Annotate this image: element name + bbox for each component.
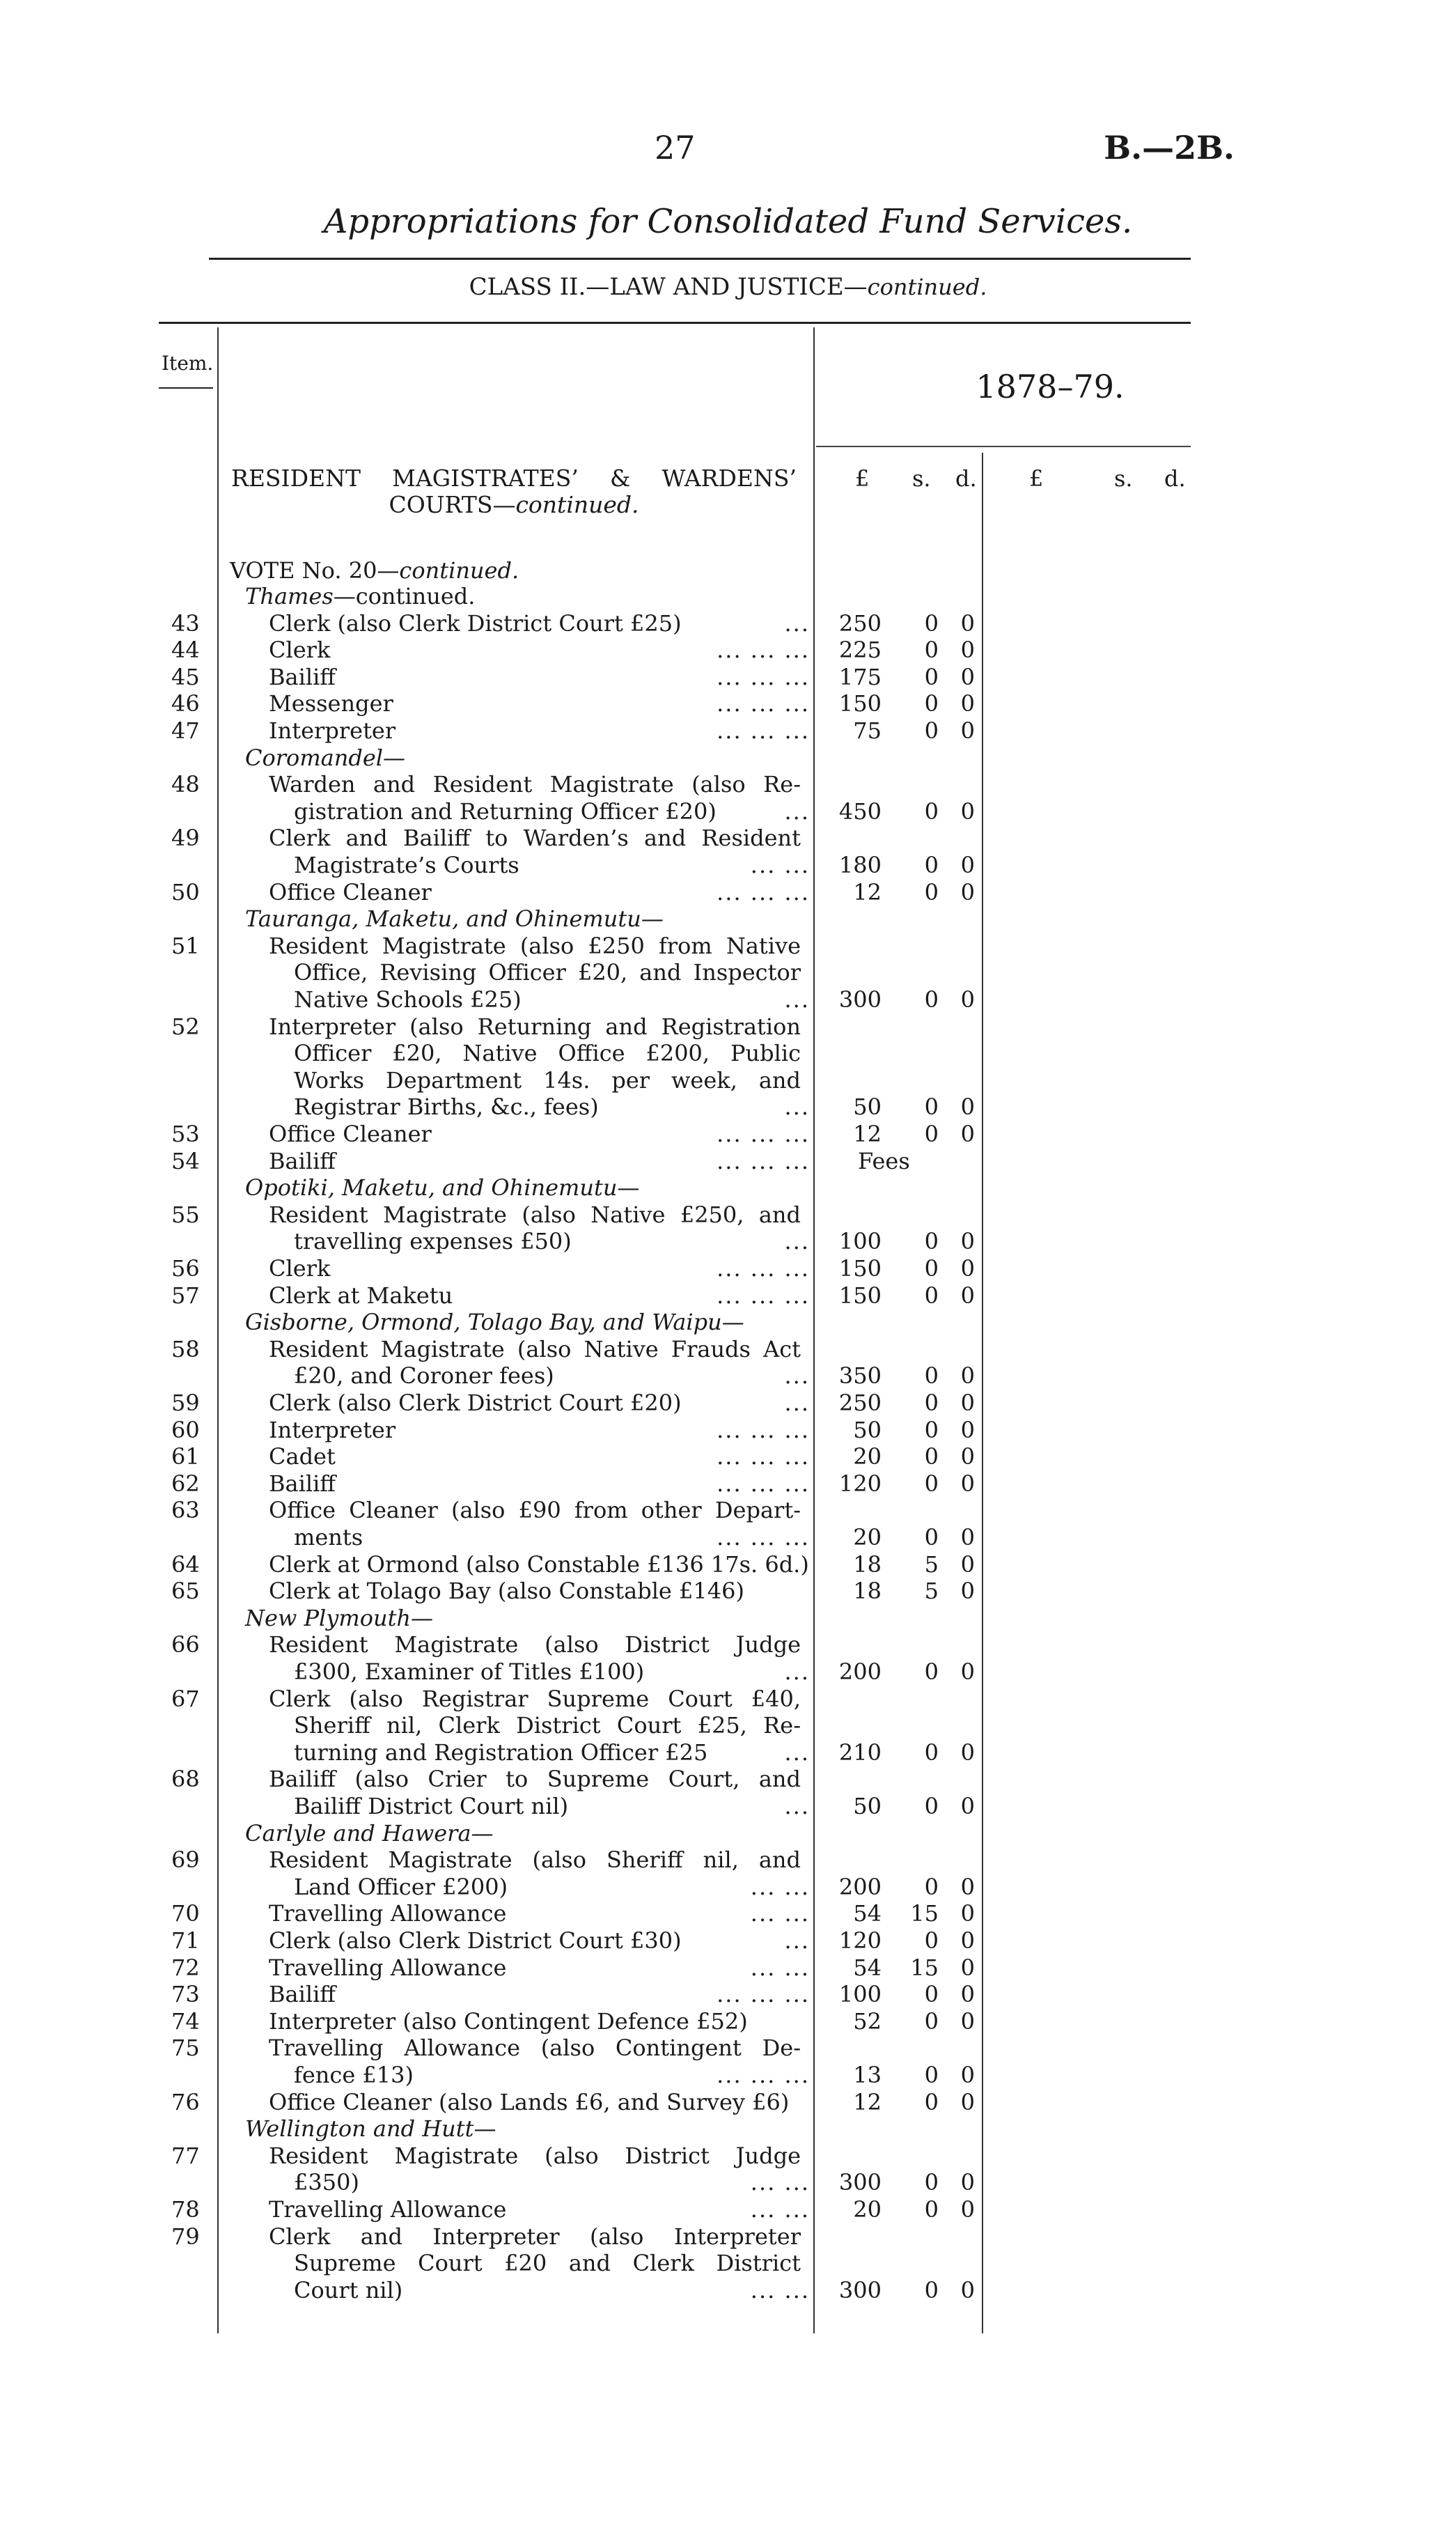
shilling-header-1: s. — [912, 465, 931, 492]
amount-pence: 0 — [960, 852, 975, 878]
item-description: Travelling Allowance — [269, 1900, 507, 1927]
amount-column-rule — [813, 327, 815, 2333]
amount-pence: 0 — [960, 1282, 975, 1309]
amount-pence: 0 — [960, 1470, 975, 1497]
amount-pence: 0 — [960, 878, 975, 905]
amount-shillings: 0 — [924, 1739, 939, 1766]
item-description: travelling expenses £50) — [294, 1228, 572, 1255]
item-number: 68 — [171, 1766, 200, 1793]
item-number: 43 — [171, 609, 200, 637]
item-number: 63 — [171, 1497, 200, 1524]
amount-shillings: 0 — [924, 1416, 939, 1443]
item-description: Resident Magistrate (also Native Frauds Act — [269, 1335, 801, 1362]
dot-leader: ... ... — [750, 2196, 810, 2223]
item-number: 48 — [171, 771, 200, 798]
dot-leader: ... ... ... — [717, 1524, 810, 1550]
item-number: 65 — [171, 1578, 200, 1605]
amount-shillings: 0 — [924, 1524, 939, 1550]
amount-pounds: 50 — [853, 1094, 882, 1121]
item-description: Bailiff — [269, 1147, 336, 1174]
item-description: Office, Revising Officer £20, and Inspector — [294, 959, 801, 986]
amount-shillings: 0 — [924, 1094, 939, 1121]
amount-pence: 0 — [960, 1524, 975, 1550]
item-description: gistration and Returning Officer £20) — [294, 798, 717, 825]
dot-leader: ... — [784, 1228, 810, 1255]
dot-leader: ... ... — [750, 1900, 810, 1927]
item-description: Travelling Allowance — [269, 1954, 507, 1981]
amount-pounds: 54 — [853, 1954, 882, 1981]
item-number: 52 — [171, 1013, 200, 1040]
amount-shillings: 15 — [910, 1954, 939, 1981]
amount-shillings: 0 — [924, 690, 939, 717]
dot-leader: ... ... ... — [717, 717, 810, 744]
amount-pence: 0 — [960, 1228, 975, 1255]
dot-leader: ... ... ... — [717, 1255, 810, 1282]
amount-pounds: 18 — [853, 1550, 882, 1578]
item-number: 69 — [171, 1847, 200, 1874]
pound-header-1: £ — [855, 465, 870, 492]
item-description: Clerk (also Clerk District Court £25) — [269, 609, 682, 637]
top-rule — [209, 258, 1191, 260]
district-name: Opotiki, Maketu, and Ohinemutu— — [245, 1174, 640, 1202]
amount-shillings: 0 — [924, 1228, 939, 1255]
amount-pence: 0 — [960, 2062, 975, 2088]
page-number: 27 — [655, 129, 696, 166]
item-description: Office Cleaner (also £90 from other Depart- — [269, 1497, 801, 1524]
item-description: turning and Registration Officer £25 — [294, 1739, 708, 1766]
item-number: 58 — [171, 1335, 200, 1362]
item-number: 64 — [171, 1550, 200, 1578]
amount-pounds: 18 — [853, 1578, 882, 1605]
amount-pounds: 300 — [838, 986, 882, 1013]
amount-pence: 0 — [960, 1578, 975, 1605]
item-number: 78 — [171, 2196, 200, 2223]
amount-pence: 0 — [960, 1362, 975, 1390]
item-number: 47 — [171, 717, 200, 744]
amount-pence: 0 — [960, 2088, 975, 2115]
district-name: Thames—continued. — [245, 583, 476, 609]
shilling-header-2: s. — [1114, 465, 1133, 492]
amount-pounds: 100 — [838, 1981, 882, 2008]
item-number: 51 — [171, 932, 200, 959]
pound-header-2: £ — [1029, 465, 1044, 492]
amount-shillings: 0 — [924, 1282, 939, 1309]
item-description: Court nil) — [294, 2276, 403, 2303]
item-description: Messenger — [269, 690, 393, 717]
dot-leader: ... ... ... — [717, 1981, 810, 2008]
item-description: fence £13) — [294, 2062, 414, 2088]
item-column-header: Item. — [162, 352, 214, 375]
page-title: Appropriations for Consolidated Fund Services. — [323, 202, 1133, 241]
vote-label: VOTE No. 20— — [230, 557, 400, 584]
amount-shillings: 0 — [924, 1443, 939, 1470]
amount-shillings: 0 — [924, 1981, 939, 2008]
amount-pounds: 12 — [853, 1121, 882, 1147]
section-heading-courts: COURTS— — [389, 491, 516, 518]
item-description: Interpreter — [269, 1416, 396, 1443]
item-number: 77 — [171, 2142, 200, 2169]
vote-continued: continued. — [399, 557, 519, 584]
amount-pounds: 350 — [838, 1362, 882, 1390]
dot-leader: ... ... ... — [717, 663, 810, 690]
item-number: 53 — [171, 1121, 200, 1147]
item-description: Interpreter (also Returning and Registration — [269, 1013, 801, 1040]
item-number: 74 — [171, 2007, 200, 2035]
document-reference: B.—2B. — [1104, 129, 1235, 166]
amount-pence: 0 — [960, 1658, 975, 1685]
amount-shillings: 0 — [924, 1390, 939, 1416]
amount-pence: 0 — [960, 1793, 975, 1819]
amount-pence: 0 — [960, 1255, 975, 1282]
item-description: Resident Magistrate (also District Judge — [269, 1631, 801, 1658]
amount-pounds: 20 — [853, 2196, 882, 2223]
item-header-underline — [159, 387, 213, 389]
amount-shillings: 5 — [924, 1578, 939, 1605]
amount-pence: 0 — [960, 2169, 975, 2196]
item-number: 50 — [171, 878, 200, 905]
amount-pounds: 180 — [838, 852, 882, 878]
section-heading-line2 — [231, 492, 797, 518]
dot-leader: ... — [784, 1094, 810, 1121]
amount-shillings: 0 — [924, 798, 939, 825]
vote-heading — [230, 557, 519, 584]
section-heading — [231, 465, 797, 518]
dot-leader: ... ... ... — [717, 2062, 810, 2088]
item-description: Clerk — [269, 1255, 331, 1282]
item-description: Interpreter — [269, 717, 396, 744]
district-continued: continued. — [355, 583, 476, 609]
dot-leader: ... — [784, 1793, 810, 1819]
item-description: Clerk at Ormond (also Constable £136 17s. 6d.) — [269, 1550, 809, 1578]
amount-pence: 0 — [960, 1443, 975, 1470]
item-description: Travelling Allowance (also Contingent De- — [269, 2035, 801, 2062]
item-description: Resident Magistrate (also Sheriff nil, and — [269, 1847, 801, 1874]
item-number: 59 — [171, 1390, 200, 1416]
amount-pounds: 50 — [853, 1416, 882, 1443]
item-description: Clerk — [269, 637, 331, 664]
amount-pence: 0 — [960, 1900, 975, 1927]
dot-leader: ... ... ... — [717, 1416, 810, 1443]
item-description: Bailiff (also Crier to Supreme Court, and — [269, 1766, 801, 1793]
item-description: Bailiff — [269, 1981, 336, 2008]
dot-leader: ... — [784, 798, 810, 825]
amount-pounds: 175 — [838, 663, 882, 690]
amount-pounds: 12 — [853, 878, 882, 905]
amount-shillings: 0 — [924, 1793, 939, 1819]
amount-pounds: 150 — [838, 1282, 882, 1309]
amount-pounds: 300 — [838, 2276, 882, 2303]
item-number: 44 — [171, 637, 200, 664]
item-description: Office Cleaner — [269, 878, 432, 905]
amount-pence: 0 — [960, 663, 975, 690]
amount-shillings: 0 — [924, 2062, 939, 2088]
item-description: Works Department 14s. per week, and — [294, 1066, 801, 1094]
item-description: Clerk and Interpreter (also Interpreter — [269, 2223, 801, 2250]
dot-leader: ... — [784, 1658, 810, 1685]
item-description: Bailiff — [269, 1470, 336, 1497]
amount-pence: 0 — [960, 1927, 975, 1954]
amount-pence: 0 — [960, 717, 975, 744]
item-description: Resident Magistrate (also Native £250, and — [269, 1201, 801, 1228]
amount-pounds: 150 — [838, 690, 882, 717]
amount-pence: 0 — [960, 986, 975, 1013]
amount-pounds: 20 — [853, 1443, 882, 1470]
item-description: Native Schools £25) — [294, 986, 522, 1013]
class-heading — [0, 273, 1456, 301]
item-description: Office Cleaner — [269, 1121, 432, 1147]
item-description: Officer £20, Native Office £200, Public — [294, 1040, 801, 1067]
item-number: 45 — [171, 663, 200, 690]
item-description: Land Officer £200) — [294, 1873, 508, 1900]
class-heading-text: CLASS II.—LAW AND JUSTICE— — [469, 273, 868, 301]
dot-leader: ... — [784, 1362, 810, 1390]
item-number: 71 — [171, 1927, 200, 1954]
amount-shillings: 0 — [924, 1470, 939, 1497]
item-description: Clerk at Maketu — [269, 1282, 453, 1309]
section-heading-line1: RESIDENT MAGISTRATES’ & WARDENS’ — [231, 465, 797, 492]
item-description: £350) — [294, 2169, 359, 2196]
amount-pence: 0 — [960, 798, 975, 825]
item-number: 62 — [171, 1470, 200, 1497]
item-number: 56 — [171, 1255, 200, 1282]
amount-shillings: 0 — [924, 1362, 939, 1390]
dot-leader: ... ... — [750, 852, 810, 878]
amount-pence: 0 — [960, 1416, 975, 1443]
amount-pence: 0 — [960, 637, 975, 664]
amount-pounds: 150 — [838, 1255, 882, 1282]
amount-pence: 0 — [960, 1121, 975, 1147]
item-description: Resident Magistrate (also £250 from Native — [269, 932, 801, 959]
amount-pounds: 200 — [838, 1658, 882, 1685]
item-number: 70 — [171, 1900, 200, 1927]
district-name: Coromandel— — [245, 744, 405, 771]
item-number: 46 — [171, 690, 200, 717]
item-number: 61 — [171, 1443, 200, 1470]
dot-leader: ... ... — [750, 2276, 810, 2303]
item-description: Cadet — [269, 1443, 336, 1470]
item-number: 66 — [171, 1631, 200, 1658]
amount-pounds: 300 — [838, 2169, 882, 2196]
dot-leader: ... ... ... — [717, 690, 810, 717]
amount-pounds: 100 — [838, 1228, 882, 1255]
item-number: 72 — [171, 1954, 200, 1981]
item-number: 73 — [171, 1981, 200, 2008]
amount-pounds: 250 — [838, 609, 882, 637]
item-description: £300, Examiner of Titles £100) — [294, 1658, 645, 1685]
item-number: 55 — [171, 1201, 200, 1228]
item-number: 49 — [171, 825, 200, 852]
amount-pence: 0 — [960, 1954, 975, 1981]
item-description: Clerk (also Clerk District Court £30) — [269, 1927, 682, 1954]
amount-pence: 0 — [960, 1739, 975, 1766]
amount-pence: 0 — [960, 1094, 975, 1121]
item-number: 67 — [171, 1685, 200, 1712]
header-rule — [159, 322, 1191, 324]
item-description: Resident Magistrate (also District Judge — [269, 2142, 801, 2169]
amount-shillings: 0 — [924, 663, 939, 690]
item-description: Clerk (also Registrar Supreme Court £40, — [269, 1685, 801, 1712]
amount-pounds: 210 — [838, 1739, 882, 1766]
item-number: 76 — [171, 2088, 200, 2115]
amount-shillings: 0 — [924, 986, 939, 1013]
amount-shillings: 0 — [924, 717, 939, 744]
amount-shillings: 0 — [924, 2196, 939, 2223]
amount-shillings: 0 — [924, 609, 939, 637]
dot-leader: ... — [784, 1739, 810, 1766]
dot-leader: ... — [784, 1927, 810, 1954]
dot-leader: ... ... — [750, 2169, 810, 2196]
amount-shillings: 0 — [924, 878, 939, 905]
item-description: Bailiff — [269, 663, 336, 690]
dot-leader: ... ... ... — [717, 1470, 810, 1497]
amount-pence: 0 — [960, 1981, 975, 2008]
item-description: Office Cleaner (also Lands £6, and Survey £6) — [269, 2088, 790, 2115]
amount-pence: 0 — [960, 2276, 975, 2303]
dot-leader: ... ... — [750, 1954, 810, 1981]
amount-shillings: 0 — [924, 1873, 939, 1900]
amount-pounds: 12 — [853, 2088, 882, 2115]
amount-pounds: 225 — [838, 637, 882, 664]
amount-shillings: 0 — [924, 2169, 939, 2196]
amount-shillings: 0 — [924, 1927, 939, 1954]
amount-pounds: 52 — [853, 2007, 882, 2035]
amount-pounds: 54 — [853, 1900, 882, 1927]
amount-pounds: 50 — [853, 1793, 882, 1819]
amount-pounds: 13 — [853, 2062, 882, 2088]
item-description: Sheriff nil, Clerk District Court £25, Re- — [294, 1712, 801, 1739]
amount-pence: 0 — [960, 2196, 975, 2223]
amount-shillings: 0 — [924, 2088, 939, 2115]
dot-leader: ... ... ... — [717, 1121, 810, 1147]
dot-leader: ... — [784, 1390, 810, 1416]
amount-pounds: 450 — [838, 798, 882, 825]
district-name: New Plymouth— — [245, 1604, 434, 1631]
amount-pounds: 20 — [853, 1524, 882, 1550]
class-heading-continued: continued. — [867, 274, 987, 300]
amount-pounds: 200 — [838, 1873, 882, 1900]
amount-pounds: 120 — [838, 1927, 882, 1954]
dot-leader: ... ... ... — [717, 637, 810, 664]
amount-pence: 0 — [960, 1550, 975, 1578]
item-description: Travelling Allowance — [269, 2196, 507, 2223]
amount-shillings: 15 — [910, 1900, 939, 1927]
year-header: 1878–79. — [976, 368, 1125, 405]
district-name: Tauranga, Maketu, and Ohinemutu— — [245, 905, 664, 933]
amount-shillings: 0 — [924, 1658, 939, 1685]
district-name: Gisborne, Ormond, Tolago Bay, and Waipu— — [245, 1309, 744, 1336]
amount-shillings: 0 — [924, 1255, 939, 1282]
dot-leader: ... ... ... — [717, 1443, 810, 1470]
amount-pence: 0 — [960, 609, 975, 637]
item-description: Clerk (also Clerk District Court £20) — [269, 1390, 682, 1416]
item-description: Clerk at Tolago Bay (also Constable £146) — [269, 1578, 744, 1605]
amount-shillings: 0 — [924, 637, 939, 664]
dot-leader: ... — [784, 609, 810, 637]
amount-pence: 0 — [960, 690, 975, 717]
amount-pence: 0 — [960, 1390, 975, 1416]
amount-pounds: 250 — [838, 1390, 882, 1416]
district-name: Wellington and Hutt— — [245, 2115, 496, 2143]
item-description: Warden and Resident Magistrate (also Re- — [269, 771, 801, 798]
item-number: 54 — [171, 1147, 200, 1174]
item-column-rule — [217, 327, 219, 2333]
amount-shillings: 0 — [924, 2276, 939, 2303]
item-number: 75 — [171, 2035, 200, 2062]
item-description: ments — [294, 1524, 363, 1550]
item-description: Magistrate’s Courts — [294, 852, 519, 878]
year-rule — [816, 446, 1191, 447]
item-description: Registrar Births, &c., fees) — [294, 1094, 599, 1121]
amount-pence: 0 — [960, 1873, 975, 1900]
subtotal-column-rule — [982, 453, 983, 2333]
item-description: £20, and Coroner fees) — [294, 1362, 554, 1390]
amount-pence: 0 — [960, 2007, 975, 2035]
amount-shillings: 5 — [924, 1550, 939, 1578]
dot-leader: ... ... ... — [717, 1147, 810, 1174]
item-description: Bailiff District Court nil) — [294, 1793, 569, 1819]
item-number: 79 — [171, 2223, 200, 2250]
section-heading-continued: continued. — [515, 491, 639, 518]
amount-pounds: 120 — [838, 1470, 882, 1497]
amount-shillings: 0 — [924, 1121, 939, 1147]
pence-header-2: d. — [1164, 465, 1186, 492]
district-name: Carlyle and Hawera— — [245, 1819, 494, 1847]
amount-shillings: 0 — [924, 852, 939, 878]
dot-leader: ... ... — [750, 1873, 810, 1900]
dot-leader: ... ... ... — [717, 878, 810, 905]
dot-leader: ... — [784, 986, 810, 1013]
item-number: 60 — [171, 1416, 200, 1443]
item-description: Supreme Court £20 and Clerk District — [294, 2250, 801, 2277]
amount-fees: Fees — [858, 1147, 910, 1174]
item-description: Interpreter (also Contingent Defence £52) — [269, 2007, 748, 2035]
dot-leader: ... ... ... — [717, 1282, 810, 1309]
pence-header-1: d. — [955, 465, 977, 492]
item-number: 57 — [171, 1282, 200, 1309]
amount-shillings: 0 — [924, 2007, 939, 2035]
item-description: Clerk and Bailiff to Warden’s and Resident — [269, 825, 801, 852]
amount-pounds: 75 — [853, 717, 882, 744]
